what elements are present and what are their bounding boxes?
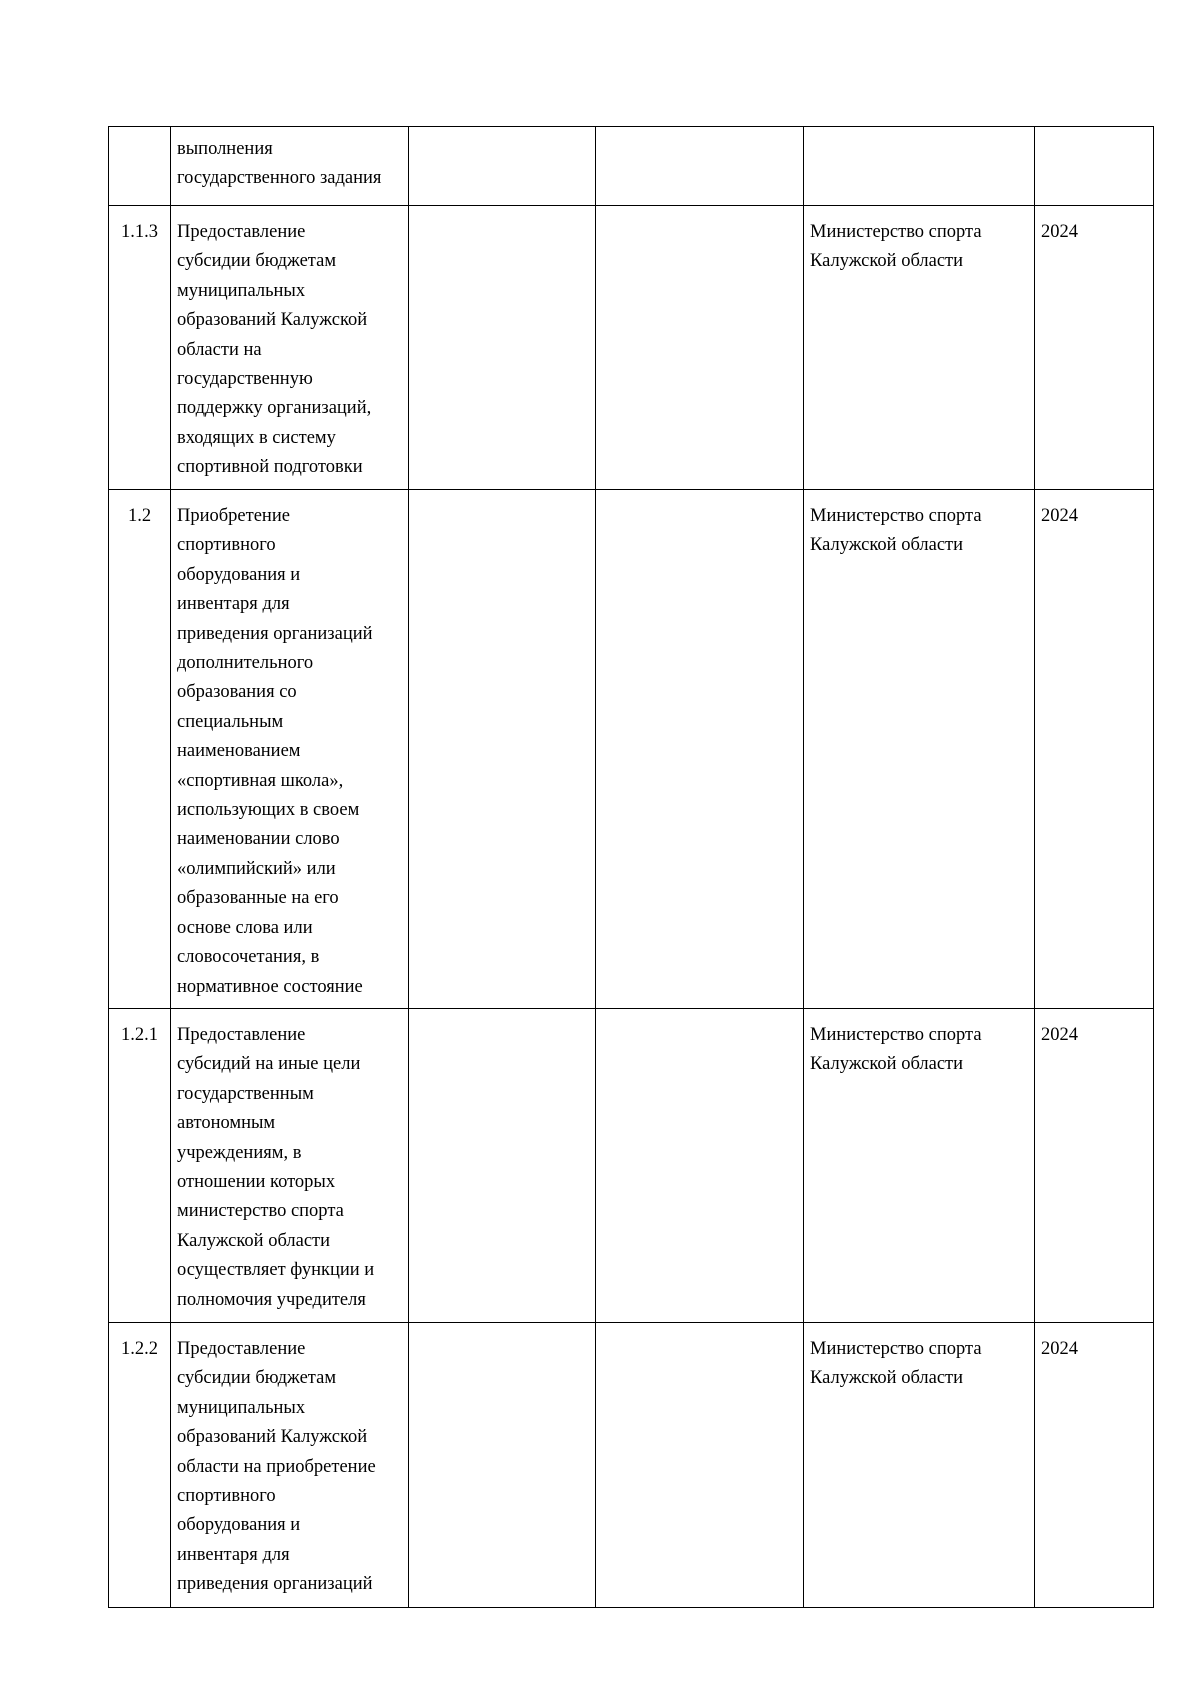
description-line: образований Калужской bbox=[177, 310, 368, 331]
responsible-line: Калужской области bbox=[810, 1054, 964, 1075]
item-number-cell: 1.2.2 bbox=[109, 1323, 171, 1608]
description-line: осуществляет функции и bbox=[177, 1260, 375, 1281]
empty-cell bbox=[596, 206, 804, 490]
description-line: Предоставление bbox=[177, 1339, 306, 1359]
table-row bbox=[109, 490, 1154, 1009]
description-line: спортивного bbox=[177, 535, 276, 556]
description-line: отношении которых bbox=[177, 1172, 336, 1193]
description-line: Предоставление bbox=[177, 222, 306, 242]
description-line: субсидии бюджетам bbox=[177, 251, 337, 272]
year-cell: 2024 bbox=[1035, 1323, 1154, 1608]
empty-cell bbox=[596, 490, 804, 1009]
description-cell bbox=[171, 127, 409, 206]
description-line: министерство спорта bbox=[177, 1201, 344, 1222]
description-line: муниципальных bbox=[177, 280, 306, 301]
empty-cell bbox=[596, 1009, 804, 1323]
description-line: спортивной подготовки bbox=[177, 457, 363, 478]
description-line: дополнительного bbox=[177, 653, 314, 674]
description-cell bbox=[171, 490, 409, 1009]
measures-table bbox=[108, 126, 1154, 1608]
description-line: Приобретение bbox=[177, 506, 290, 526]
description-line: инвентаря для bbox=[177, 594, 290, 615]
description-line: оборудования и bbox=[177, 564, 301, 585]
empty-cell bbox=[409, 127, 596, 206]
empty-cell bbox=[409, 1009, 596, 1323]
description-line: Калужской области bbox=[177, 1230, 331, 1251]
year-cell: 2024 bbox=[1035, 490, 1154, 1009]
year-cell bbox=[1035, 127, 1154, 206]
description-line: выполнения bbox=[177, 139, 273, 159]
empty-cell bbox=[409, 490, 596, 1009]
description-line: приведения организаций bbox=[177, 1574, 373, 1595]
description-line: словосочетания, в bbox=[177, 947, 320, 968]
item-number-cell: 1.2.1 bbox=[109, 1009, 171, 1323]
item-number-cell bbox=[109, 127, 171, 206]
description-line: основе слова или bbox=[177, 917, 313, 938]
description-line: образования со bbox=[177, 682, 297, 703]
empty-cell bbox=[596, 1323, 804, 1608]
description-line: субсидии бюджетам bbox=[177, 1368, 337, 1389]
responsible-cell bbox=[804, 206, 1035, 490]
year-cell: 2024 bbox=[1035, 206, 1154, 490]
table-row bbox=[109, 206, 1154, 490]
empty-cell bbox=[409, 1323, 596, 1608]
empty-cell bbox=[409, 206, 596, 490]
description-line: использующих в своем bbox=[177, 800, 360, 821]
responsible-line: Калужской области bbox=[810, 535, 964, 556]
description-line: образованные на его bbox=[177, 888, 339, 909]
description-line: специальным bbox=[177, 711, 284, 732]
description-line: входящих в систему bbox=[177, 427, 336, 448]
year-cell: 2024 bbox=[1035, 1009, 1154, 1323]
responsible-line: Министерство спорта bbox=[810, 1339, 982, 1359]
description-line: государственную bbox=[177, 369, 313, 390]
description-line: наименованием bbox=[177, 741, 301, 762]
description-line: наименовании слово bbox=[177, 829, 340, 850]
description-line: «олимпийский» или bbox=[177, 858, 336, 879]
responsible-line: Министерство спорта bbox=[810, 222, 982, 242]
description-line: области на приобретение bbox=[177, 1456, 376, 1477]
item-number-cell: 1.2 bbox=[109, 490, 171, 1009]
description-line: полномочия учредителя bbox=[177, 1289, 366, 1310]
description-cell bbox=[171, 1009, 409, 1323]
description-line: приведения организаций bbox=[177, 623, 373, 644]
description-line: государственного задания bbox=[177, 168, 382, 189]
description-line: поддержку организаций, bbox=[177, 398, 372, 419]
responsible-cell bbox=[804, 127, 1035, 206]
description-line: субсидий на иные цели bbox=[177, 1054, 361, 1075]
table-row bbox=[109, 127, 1154, 206]
description-line: Предоставление bbox=[177, 1025, 306, 1045]
responsible-line: Министерство спорта bbox=[810, 1025, 982, 1045]
responsible-line: Калужской области bbox=[810, 1368, 964, 1389]
empty-cell bbox=[596, 127, 804, 206]
description-line: государственным bbox=[177, 1083, 314, 1104]
description-cell bbox=[171, 1323, 409, 1608]
description-line: оборудования и bbox=[177, 1515, 301, 1536]
table-row bbox=[109, 1009, 1154, 1323]
description-line: «спортивная школа», bbox=[177, 770, 344, 791]
description-line: образований Калужской bbox=[177, 1427, 368, 1448]
description-line: учреждениям, в bbox=[177, 1142, 302, 1163]
description-line: муниципальных bbox=[177, 1397, 306, 1418]
description-line: области на bbox=[177, 339, 262, 360]
description-line: инвентаря для bbox=[177, 1544, 290, 1565]
responsible-line: Министерство спорта bbox=[810, 506, 982, 526]
table-row bbox=[109, 1323, 1154, 1608]
description-line: нормативное состояние bbox=[177, 976, 363, 997]
responsible-cell bbox=[804, 1009, 1035, 1323]
description-line: спортивного bbox=[177, 1486, 276, 1507]
description-line: автономным bbox=[177, 1113, 276, 1134]
item-number-cell: 1.1.3 bbox=[109, 206, 171, 490]
responsible-line: Калужской области bbox=[810, 251, 964, 272]
responsible-cell bbox=[804, 1323, 1035, 1608]
responsible-cell bbox=[804, 490, 1035, 1009]
description-cell bbox=[171, 206, 409, 490]
